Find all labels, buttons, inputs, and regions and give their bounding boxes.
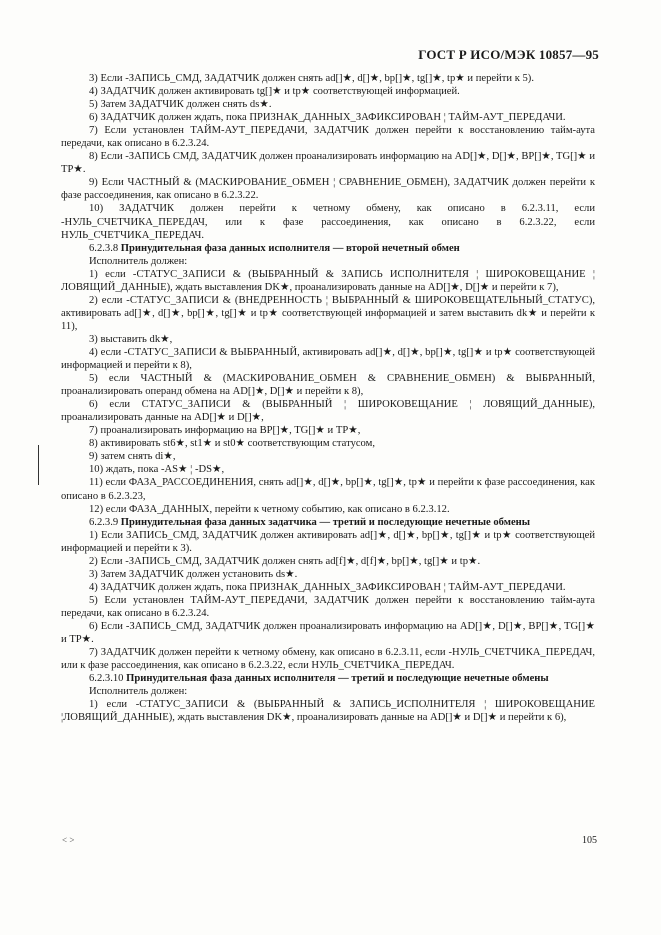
paragraph: Исполнитель должен: <box>89 686 188 698</box>
section-number: 6.2.3.8 <box>89 242 119 254</box>
paragraph: 3) выставить dk★, <box>89 333 173 345</box>
section-heading <box>61 516 595 529</box>
section-heading <box>61 242 595 255</box>
paragraph: 4) если -СТАТУС_ЗАПИСИ & ВЫБРАННЫЙ, активировать ad[]★, d[]★, bp[]★, tg[]★ и tp★ соответствующей информацией и перейти к 8), <box>61 346 595 372</box>
paragraph: 10) ждать, пока -AS★ ¦ -DS★, <box>89 464 225 476</box>
page-number: 105 <box>582 835 597 846</box>
paragraph: 7) Если установлен ТАЙМ-АУТ_ПЕРЕДАЧИ, ЗАДАТЧИК должен перейти к восстановлению тайм-аута передачи, как описано в 6.2.3.24. <box>61 125 595 150</box>
paragraph: 8) активировать st6★, st1★ и st0★ соответствующим статусом, <box>89 438 376 450</box>
paragraph: 2) Если -ЗАПИСЬ_СМД, ЗАДАТЧИК должен снять ad[f]★, d[f]★, bp[]★, tg[]★ и tp★. <box>89 555 481 567</box>
paragraph: 8) Если -ЗАПИСЬ СМД, ЗАДАТЧИК должен проанализировать информацию на AD[]★, D[]★, BP[]★, TG[]★ и TP★. <box>61 151 595 176</box>
paragraph: 12) если ФАЗА_ДАННЫХ, перейти к четному событию, как описано в 6.2.3.12. <box>89 503 450 515</box>
paragraph: 5) Затем ЗАДАТЧИК должен снять ds★. <box>89 99 272 111</box>
paragraph: 2) если -СТАТУС_ЗАПИСИ & (ВНЕДРЕННОСТЬ ¦ ВЫБРАННЫЙ & ШИРОКОВЕЩАТЕЛЬНЫЙ_СТАТУС), активировать ad[]★, d[]★, bp[]★, tg[]★ и tp★ соответствующей информацией и затем выставить dk★ и перейти к 11), <box>61 294 595 332</box>
section-number: 6.2.3.9 <box>89 516 119 528</box>
paragraph: 7) ЗАДАТЧИК должен перейти к четному обмену, как описано в 6.2.3.11, если -НУЛЬ_СЧЕТЧИКА_ПЕРЕДАЧ, или к фазе рассоединения, как описано в 6.2.3.22, если НУЛЬ_СЧЕТЧИКА_ПЕРЕДАЧ. <box>61 647 595 672</box>
paragraph: 11) если ФАЗА_РАССОЕДИНЕНИЯ, снять ad[]★, d[]★, bp[]★, tg[]★, tp★ и перейти к фазе рассоединения, как описано в 6.2.3.23, <box>61 477 595 502</box>
paragraph: 1) если -СТАТУС_ЗАПИСИ & (ВЫБРАННЫЙ & ЗАПИСЬ ИСПОЛНИТЕЛЯ ¦ ШИРОКОВЕЩАНИЕ ¦ ЛОВЯЩИЙ_ДАННЫЕ), ждать выставления DK★, проанализировать данные на AD[]★, D[]★ и перейти к 7), <box>61 268 595 293</box>
paragraph: 9) затем снять di★, <box>89 451 176 463</box>
paragraph: Исполнитель должен: <box>89 255 188 267</box>
paragraph: 3) Если -ЗАПИСЬ_СМД, ЗАДАТЧИК должен снять ad[]★, d[]★, bp[]★, tg[]★, tp★ и перейти к 5). <box>89 73 534 84</box>
section-title: Принудительная фаза данных исполнителя — второй нечетный обмен <box>120 242 460 254</box>
paragraph: 6) если СТАТУС_ЗАПИСИ & (ВЫБРАННЫЙ ¦ ШИРОКОВЕЩАНИЕ ¦ ЛОВЯЩИЙ_ДАННЫЕ), проанализировать данные на AD[]★ и D[]★, <box>61 399 595 424</box>
paragraph: 4) ЗАДАТЧИК должен ждать, пока ПРИЗНАК_ДАННЫХ_ЗАФИКСИРОВАН ¦ ТАЙМ-АУТ_ПЕРЕДАЧИ. <box>89 581 566 593</box>
paragraph: 9) Если ЧАСТНЫЙ & (МАСКИРОВАНИЕ_ОБМЕН ¦ СРАВНЕНИЕ_ОБМЕН), ЗАДАТЧИК должен перейти к фазе рассоединения, как описано в 6.2.3.22. <box>61 177 595 202</box>
paragraph: 10) ЗАДАТЧИК должен перейти к четному обмену, как описано в 6.2.3.11, если -НУЛЬ_СЧЕТЧИКА_ПЕРЕДАЧ, или к фазе рассоединения, как описано в 6.2.3.22, если НУЛЬ_СЧЕТЧИКА_ПЕРЕДАЧ. <box>61 203 595 241</box>
paragraph: 7) проанализировать информацию на BP[]★, TG[]★ и TP★, <box>89 425 361 437</box>
paragraph: 6) Если -ЗАПИСЬ_СМД, ЗАДАТЧИК должен проанализировать информацию на AD[]★, D[]★, BP[]★, TG[]★ и TP★. <box>61 620 595 646</box>
paragraph: 1) Если ЗАПИСЬ_СМД, ЗАДАТЧИК должен активировать ad[]★, d[]★, bp[]★, tg[]★ и tp★ соответствующей информацией и перейти к 3). <box>61 529 595 554</box>
section-heading <box>61 672 595 685</box>
section-title: Принудительная фаза данных исполнителя — третий и последующие нечетные обмены <box>126 673 549 685</box>
paragraph: 5) если ЧАСТНЫЙ & (МАСКИРОВАНИЕ_ОБМЕН & СРАВНЕНИЕ_ОБМЕН) & ВЫБРАННЫЙ, проанализировать операнд обмена на AD[]★, D[]★ и перейти к 8), <box>61 373 595 398</box>
section-number: 6.2.3.10 <box>89 673 124 685</box>
paragraph: 3) Затем ЗАДАТЧИК должен установить ds★. <box>89 568 298 580</box>
paragraph: 6) ЗАДАТЧИК должен ждать, пока ПРИЗНАК_ДАННЫХ_ЗАФИКСИРОВАН ¦ ТАЙМ-АУТ_ПЕРЕДАЧИ. <box>89 112 566 124</box>
paragraph: 5) Если установлен ТАЙМ-АУТ_ПЕРЕДАЧИ, ЗАДАТЧИК должен перейти к восстановлению тайм-аута передачи, как описано в 6.2.3.24. <box>61 594 595 619</box>
section-title: Принудительная фаза данных задатчика — третий и последующие нечетные обмены <box>120 516 531 528</box>
paragraph: 4) ЗАДАТЧИК должен активировать tg[]★ и tp★ соответствующей информацией. <box>89 86 460 98</box>
document-body <box>61 72 595 724</box>
footer-mark: < > <box>62 835 75 845</box>
document-header: ГОСТ Р ИСО/МЭК 10857—95 <box>418 47 599 62</box>
paragraph: 1) если -СТАТУС_ЗАПИСИ & (ВЫБРАННЫЙ & ЗАПИСЬ_ИСПОЛНИТЕЛЯ ¦ ШИРОКОВЕЩАНИЕ ¦ЛОВЯЩИЙ_ДАННЫЕ), ждать выставления DK★, проанализировать данные на AD[]★ и D[]★ и перейти к 6), <box>61 699 595 724</box>
margin-change-bar <box>38 445 39 485</box>
